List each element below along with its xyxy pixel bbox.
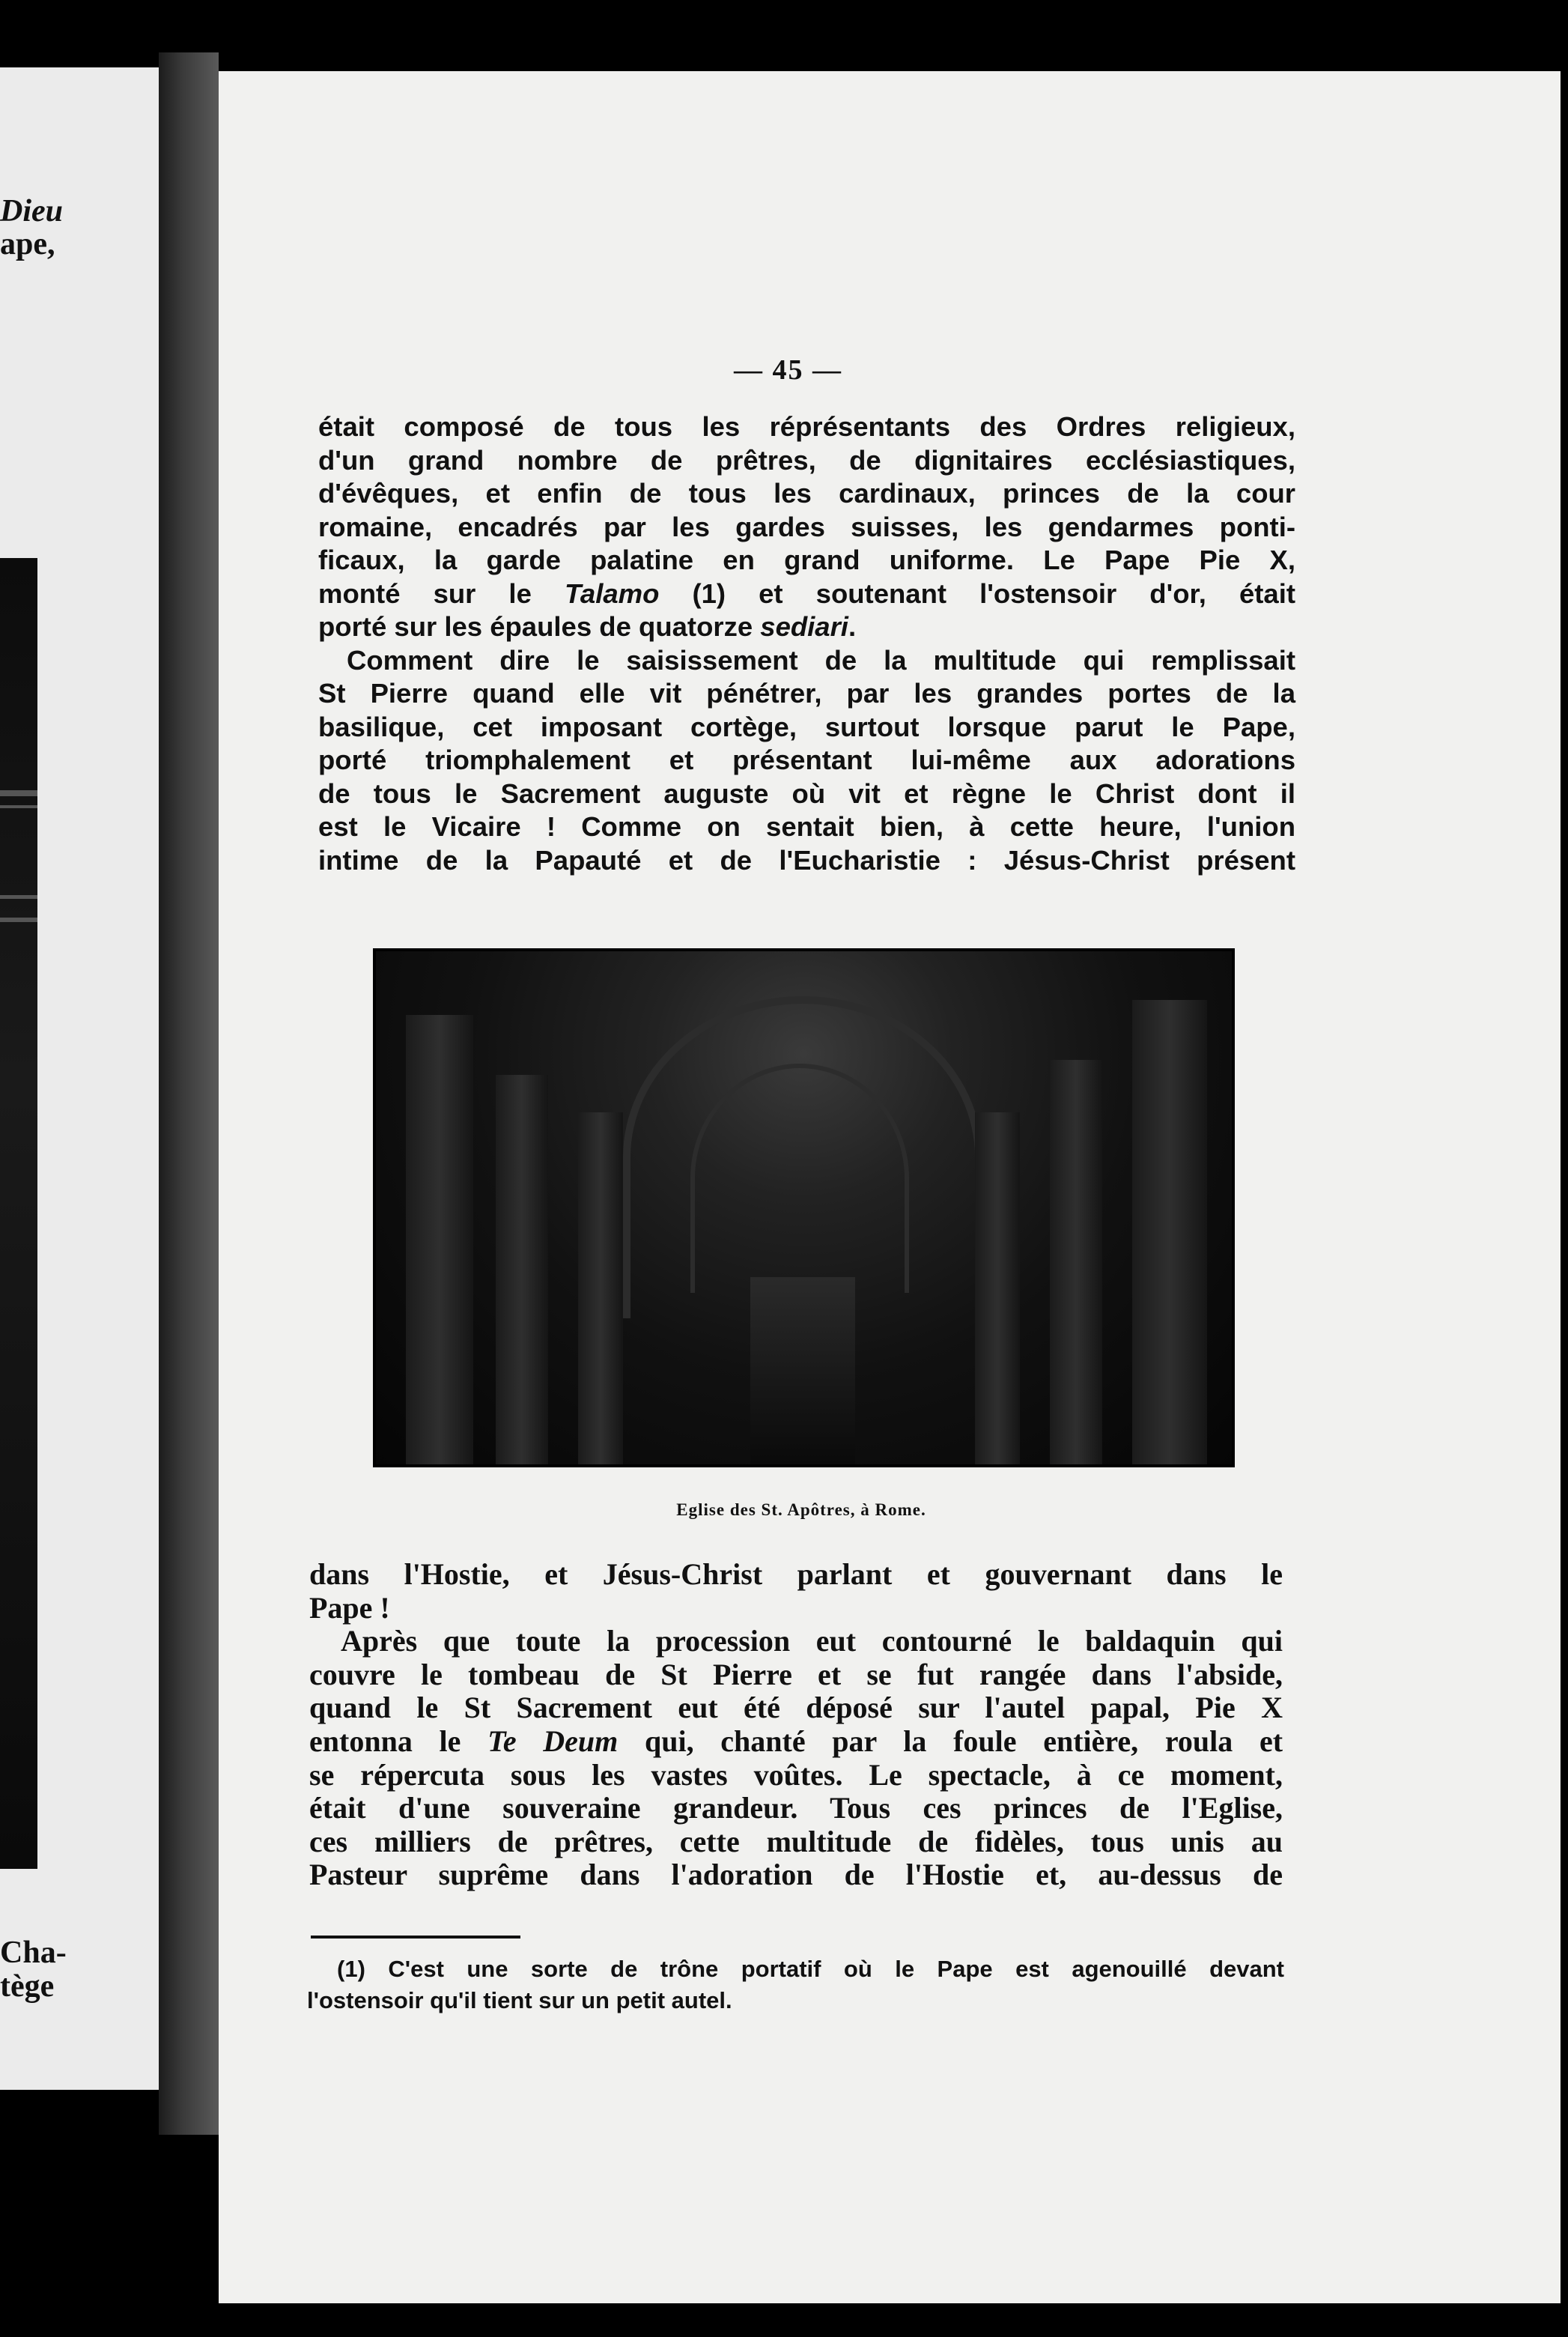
text-line: St Pierre quand elle vit pénétrer, par les grandes portes de la: [318, 678, 1295, 709]
text-line: porté triomphalement et présentant lui-même aux adorations: [318, 745, 1295, 775]
page-number: — 45 —: [734, 354, 842, 386]
text-line: est le Vicaire ! Comme on sentait bien, à cette heure, l'union: [318, 811, 1295, 842]
text-line: entonna le Te Deum qui, chanté par la foule entière, roula et: [309, 1724, 1283, 1758]
text-line: romaine, encadrés par les gardes suisses, les gendarmes ponti-: [318, 511, 1295, 542]
text-line: ces milliers de prêtres, cette multitude de fidèles, tous unis au: [309, 1824, 1283, 1858]
paragraph-2: [309, 1558, 1283, 1892]
text-line: Pasteur suprême dans l'adoration de l'Hostie et, au-dessus de: [309, 1858, 1283, 1892]
text-line: dans l'Hostie, et Jésus-Christ parlant et gouvernant dans le: [309, 1557, 1283, 1591]
text-line: de tous le Sacrement auguste où vit et règne le Christ dont il: [318, 778, 1295, 809]
photo-caption: Eglise des St. Apôtres, à Rome.: [676, 1500, 926, 1519]
text-line: monté sur le Talamo (1) et soutenant l'ostensoir d'or, était: [318, 578, 1295, 609]
text-line: couvre le tombeau de St Pierre et se fut rangée dans l'abside,: [309, 1657, 1283, 1691]
text-line: Pape !: [309, 1590, 390, 1625]
text-line: intime de la Papauté et de l'Eucharistie : Jésus-Christ présent: [318, 844, 1295, 876]
left-page-fragment: [0, 67, 159, 2090]
text-line: ficaux, la garde palatine en grand uniforme. Le Pape Pie X,: [318, 545, 1295, 575]
footnote-line: l'ostensoir qu'il tient sur un petit autel.: [307, 1987, 732, 2013]
text-line: d'un grand nombre de prêtres, de dignitaires ecclésiastiques,: [318, 444, 1295, 476]
book-gutter: [159, 52, 219, 2135]
text-line: Comment dire le saisissement de la multitude qui remplissait: [347, 644, 1295, 676]
text-line: était d'une souveraine grandeur. Tous ces princes de l'Eglise,: [309, 1791, 1283, 1825]
paragraph-1: [318, 410, 1295, 877]
footnote-rule: [311, 1936, 520, 1939]
footnote: [307, 1953, 1284, 2016]
left-page-text: tège: [0, 1969, 55, 2004]
left-page-photo-edge: [0, 558, 37, 1869]
text-line: basilique, cet imposant cortège, surtout lorsque parut le Pape,: [318, 711, 1295, 742]
text-line: Après que toute la procession eut contourné le baldaquin qui: [341, 1624, 1283, 1658]
text-line: quand le St Sacrement eut été déposé sur l'autel papal, Pie X: [309, 1691, 1283, 1725]
text-line: se répercuta sous les vastes voûtes. Le spectacle, à ce moment,: [309, 1757, 1283, 1792]
left-page-text: Dieu: [0, 194, 63, 228]
footnote-line: (1) C'est une sorte de trône portatif où le Pape est agenouillé devant: [337, 1956, 1284, 1982]
left-page-text: Cha-: [0, 1936, 67, 1970]
text-line: était composé de tous les réprésentants des Ordres religieux,: [318, 411, 1295, 442]
left-page-text: ape,: [0, 227, 55, 261]
text-line: porté sur les épaules de quatorze sediari.: [318, 611, 857, 642]
church-interior-photo: [373, 948, 1235, 1467]
text-line: d'évêques, et enfin de tous les cardinaux, princes de la cour: [318, 478, 1295, 509]
